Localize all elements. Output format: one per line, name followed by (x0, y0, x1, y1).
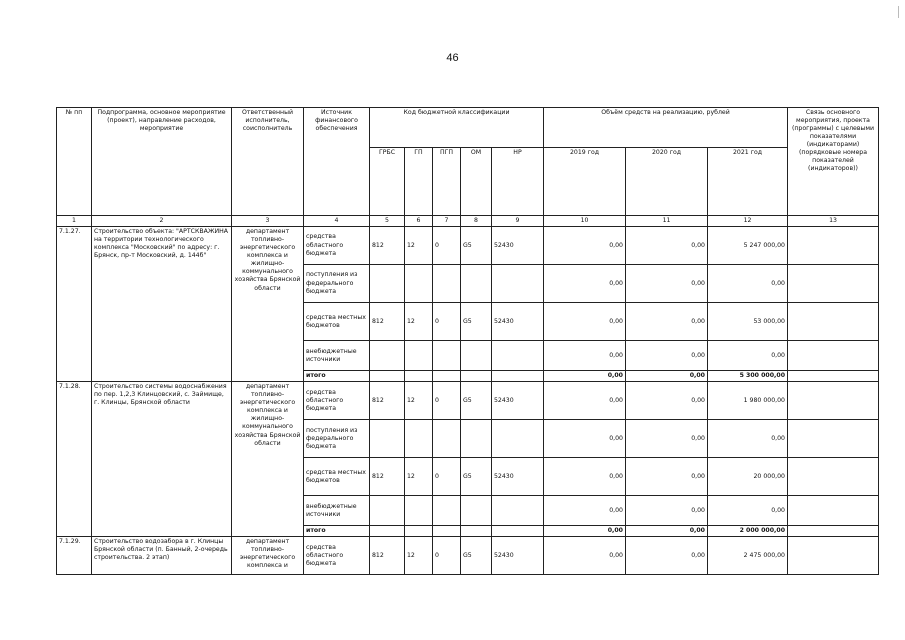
project-number: 7.1.28. (57, 382, 92, 537)
column-number: 1 (57, 216, 92, 227)
source-cell: внебюджетные источники (304, 341, 370, 371)
amount-2021-cell: 1 980 000,00 (708, 382, 788, 420)
header-sub-nr: НР (492, 148, 544, 216)
amount-2020-cell: 0,00 (626, 341, 708, 371)
nr-cell (492, 496, 544, 526)
column-number-row (57, 216, 879, 227)
amount-2020-cell: 0,00 (626, 420, 708, 458)
gp-cell: 12 (405, 458, 433, 496)
nr-cell (492, 526, 544, 537)
project-executor: департамент топливно-энергетического комплекса и жилищно-коммунального хозяйства Брянской области (232, 382, 304, 537)
column-number: 2 (92, 216, 232, 227)
project-row (57, 537, 879, 575)
om-cell (461, 526, 492, 537)
gp-cell: 12 (405, 537, 433, 575)
amount-2020-cell: 0,00 (626, 537, 708, 575)
pgp-cell (433, 371, 461, 382)
grbs-cell (370, 341, 405, 371)
header-amounts-group: Объём средств на реализацию, рублей (544, 108, 788, 148)
gp-cell (405, 371, 433, 382)
nr-cell: 52430 (492, 382, 544, 420)
column-number: 11 (626, 216, 708, 227)
amount-2021-cell: 0,00 (708, 420, 788, 458)
project-executor: департамент топливно-энергетического комплекса и (232, 537, 304, 575)
column-number: 5 (370, 216, 405, 227)
project-name: Строительство системы водоснабжения по пер. 1,2,3 Клинцовский, с. Займище, г. Клинцы, Брянской области (92, 382, 232, 537)
pgp-cell: 0 (433, 227, 461, 265)
gp-cell: 12 (405, 382, 433, 420)
om-cell: G5 (461, 227, 492, 265)
indicator-cell (788, 303, 879, 341)
amount-2021-cell: 5 247 000,00 (708, 227, 788, 265)
project-name: Строительство объекта: "АРТСКВАЖИНА на территории технологического комплекса "Московский" по адресу: г. Брянск, пр-т Московский, д. 144б" (92, 227, 232, 382)
om-cell (461, 341, 492, 371)
budget-table (56, 107, 879, 575)
amount-2020-cell: 0,00 (626, 496, 708, 526)
nr-cell (492, 371, 544, 382)
amount-2021-cell: 0,00 (708, 496, 788, 526)
pgp-cell (433, 265, 461, 303)
source-cell: итого (304, 526, 370, 537)
grbs-cell: 812 (370, 537, 405, 575)
project-row (57, 227, 879, 265)
amount-2021-cell: 0,00 (708, 341, 788, 371)
amount-2021-cell: 5 300 000,00 (708, 371, 788, 382)
amount-2019-cell: 0,00 (544, 371, 626, 382)
gp-cell (405, 496, 433, 526)
om-cell: G5 (461, 458, 492, 496)
gp-cell (405, 265, 433, 303)
source-cell: средства областного бюджета (304, 537, 370, 575)
header-row (57, 108, 879, 148)
indicator-cell (788, 265, 879, 303)
gp-cell: 12 (405, 227, 433, 265)
indicator-cell (788, 458, 879, 496)
header-sub-2019: 2019 год (544, 148, 626, 216)
grbs-cell (370, 265, 405, 303)
amount-2020-cell: 0,00 (626, 526, 708, 537)
header-sub-2021: 2021 год (708, 148, 788, 216)
header-col1: № пп (57, 108, 92, 216)
indicator-cell (788, 341, 879, 371)
header-col4: Источник финансового обеспечения (304, 108, 370, 216)
source-cell: средства областного бюджета (304, 227, 370, 265)
nr-cell (492, 420, 544, 458)
amount-2020-cell: 0,00 (626, 458, 708, 496)
header-col13: Связь основного мероприятия, проекта (программы) с целевыми показателями (индикаторами) (порядковые номера показателей (индикаторов)) (788, 108, 879, 216)
page-edge-mark (898, 6, 899, 18)
om-cell (461, 265, 492, 303)
indicator-cell (788, 420, 879, 458)
header-sub-pgp: ПГП (433, 148, 461, 216)
project-executor: департамент топливно-энергетического комплекса и жилищно-коммунального хозяйства Брянской области (232, 227, 304, 382)
amount-2021-cell: 53 000,00 (708, 303, 788, 341)
om-cell (461, 371, 492, 382)
project-number: 7.1.27. (57, 227, 92, 382)
nr-cell (492, 341, 544, 371)
header-sub-om: ОМ (461, 148, 492, 216)
indicator-cell (788, 496, 879, 526)
amount-2020-cell: 0,00 (626, 382, 708, 420)
grbs-cell: 812 (370, 303, 405, 341)
gp-cell (405, 420, 433, 458)
source-cell: средства областного бюджета (304, 382, 370, 420)
om-cell (461, 420, 492, 458)
nr-cell (492, 265, 544, 303)
header-classification-group: Код бюджетной классификации (370, 108, 544, 148)
amount-2019-cell: 0,00 (544, 382, 626, 420)
indicator-cell (788, 371, 879, 382)
amount-2020-cell: 0,00 (626, 303, 708, 341)
column-number: 6 (405, 216, 433, 227)
nr-cell: 52430 (492, 458, 544, 496)
indicator-cell (788, 227, 879, 265)
amount-2019-cell: 0,00 (544, 496, 626, 526)
nr-cell: 52430 (492, 537, 544, 575)
source-cell: итого (304, 371, 370, 382)
nr-cell: 52430 (492, 227, 544, 265)
om-cell: G5 (461, 537, 492, 575)
amount-2019-cell: 0,00 (544, 303, 626, 341)
grbs-cell: 812 (370, 227, 405, 265)
column-number: 12 (708, 216, 788, 227)
amount-2021-cell: 2 475 000,00 (708, 537, 788, 575)
column-number: 13 (788, 216, 879, 227)
grbs-cell (370, 496, 405, 526)
amount-2019-cell: 0,00 (544, 420, 626, 458)
header-sub-2020: 2020 год (626, 148, 708, 216)
om-cell: G5 (461, 382, 492, 420)
amount-2021-cell: 20 000,00 (708, 458, 788, 496)
pgp-cell (433, 496, 461, 526)
project-number: 7.1.29. (57, 537, 92, 575)
pgp-cell (433, 420, 461, 458)
amount-2019-cell: 0,00 (544, 537, 626, 575)
amount-2021-cell: 2 000 000,00 (708, 526, 788, 537)
indicator-cell (788, 537, 879, 575)
amount-2020-cell: 0,00 (626, 227, 708, 265)
header-sub-gp: ГП (405, 148, 433, 216)
header-sub-grbs: ГРБС (370, 148, 405, 216)
amount-2019-cell: 0,00 (544, 265, 626, 303)
header-col2: Подпрограмма, основное мероприятие (проект), направление расходов, мероприятие (92, 108, 232, 216)
source-cell: внебюджетные источники (304, 496, 370, 526)
grbs-cell (370, 526, 405, 537)
pgp-cell (433, 526, 461, 537)
pgp-cell: 0 (433, 458, 461, 496)
column-number: 8 (461, 216, 492, 227)
amount-2020-cell: 0,00 (626, 371, 708, 382)
pgp-cell: 0 (433, 303, 461, 341)
source-cell: поступления из федерального бюджета (304, 265, 370, 303)
amount-2019-cell: 0,00 (544, 458, 626, 496)
gp-cell (405, 341, 433, 371)
grbs-cell: 812 (370, 458, 405, 496)
column-number: 9 (492, 216, 544, 227)
source-cell: средства местных бюджетов (304, 458, 370, 496)
pgp-cell: 0 (433, 382, 461, 420)
source-cell: средства местных бюджетов (304, 303, 370, 341)
nr-cell: 52430 (492, 303, 544, 341)
column-number: 3 (232, 216, 304, 227)
indicator-cell (788, 382, 879, 420)
gp-cell: 12 (405, 303, 433, 341)
indicator-cell (788, 526, 879, 537)
grbs-cell: 812 (370, 382, 405, 420)
pgp-cell (433, 341, 461, 371)
project-name: Строительство водозабора в г. Клинцы Брянской области (п. Банный, 2-очередь строительства. 2 этап) (92, 537, 232, 575)
amount-2019-cell: 0,00 (544, 227, 626, 265)
grbs-cell (370, 420, 405, 458)
gp-cell (405, 526, 433, 537)
pgp-cell: 0 (433, 537, 461, 575)
amount-2019-cell: 0,00 (544, 341, 626, 371)
column-number: 7 (433, 216, 461, 227)
column-number: 4 (304, 216, 370, 227)
amount-2019-cell: 0,00 (544, 526, 626, 537)
amount-2021-cell: 0,00 (708, 265, 788, 303)
amount-2020-cell: 0,00 (626, 265, 708, 303)
om-cell (461, 496, 492, 526)
column-number: 10 (544, 216, 626, 227)
source-cell: поступления из федерального бюджета (304, 420, 370, 458)
header-col3: Ответственный исполнитель, соисполнитель (232, 108, 304, 216)
page-number: 46 (446, 52, 459, 64)
grbs-cell (370, 371, 405, 382)
om-cell: G5 (461, 303, 492, 341)
project-row (57, 382, 879, 420)
